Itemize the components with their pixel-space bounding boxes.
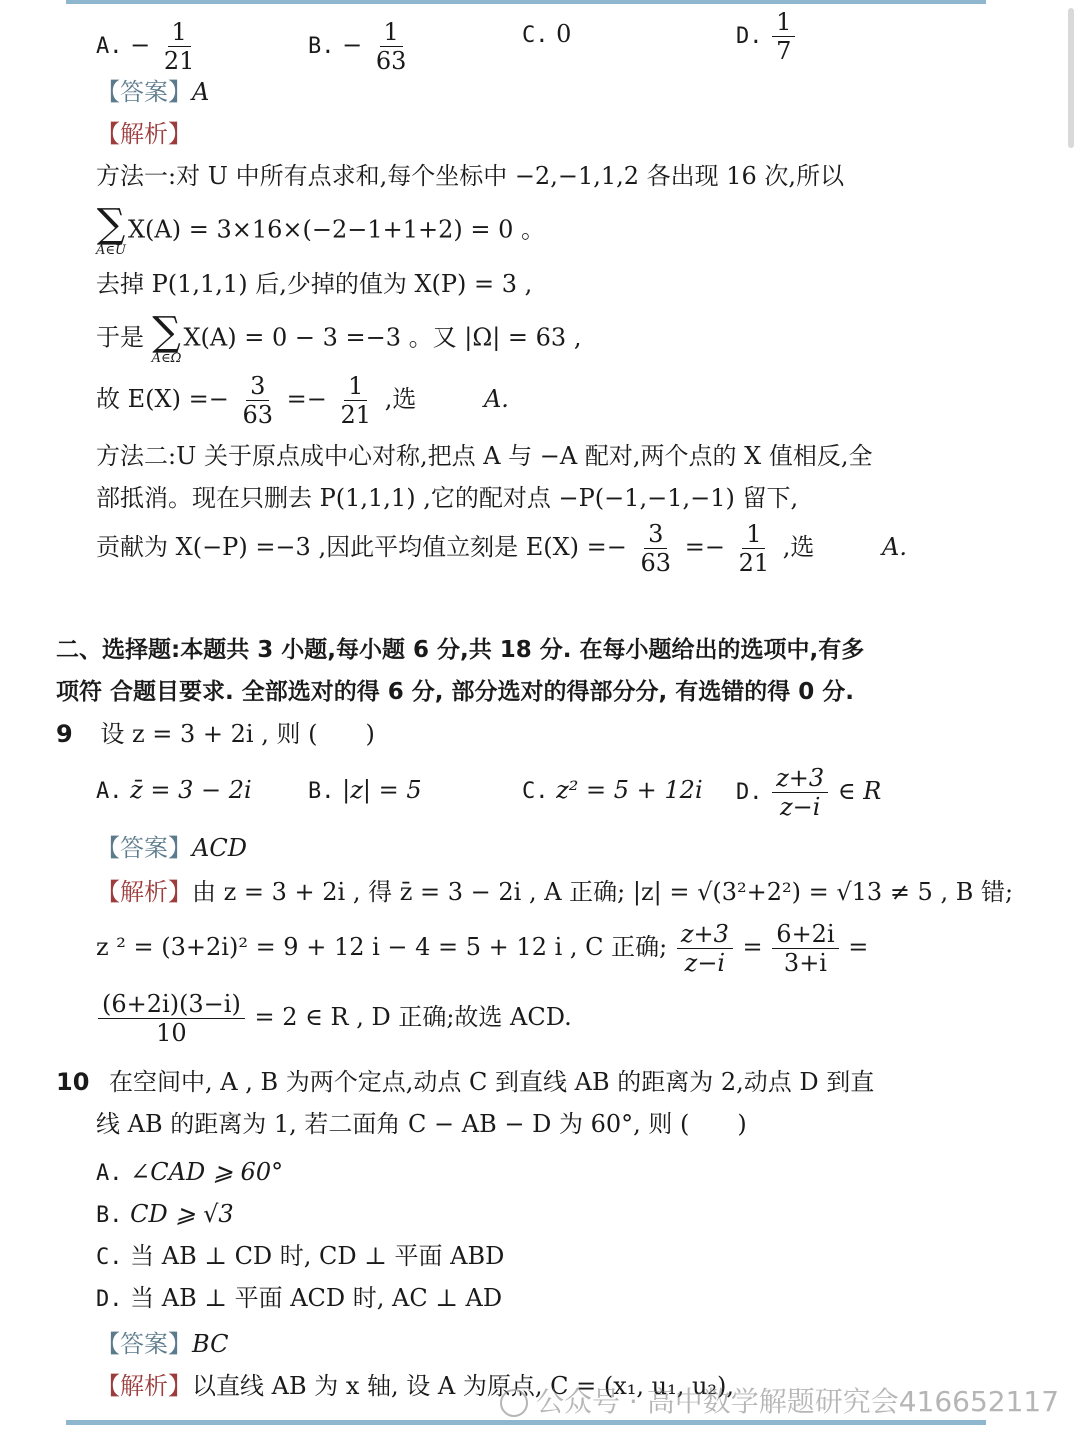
- q8-method1-line3: 去掉 P(1,1,1) 后,少掉的值为 X(P) = 3 ,: [96, 270, 533, 298]
- q9-answer: 【答案】ACD: [96, 834, 247, 862]
- q9-analysis-line1: 【解析】由 z = 3 + 2i , 得 z̄ = 3 − 2i , A 正确; |z| = √(3²+2²) = √13 ≠ 5 , B 错;: [96, 878, 1014, 906]
- q10-stem-line1: 10 在空间中, A , B 为两个定点,动点 C 到直线 AB 的距离为 2,动点 D 到直: [56, 1068, 875, 1096]
- fraction: $\frac{z+3}{z-i}$: [677, 920, 733, 977]
- fraction: $\frac{3}{63}$: [640, 520, 672, 577]
- q10-option-d: D. 当 AB ⊥ 平面 ACD 时, AC ⊥ AD: [96, 1284, 503, 1312]
- q9-option-b: B. |z| = 5: [308, 776, 422, 804]
- q8-option-d: D. $\frac{1}{7}$: [736, 8, 797, 65]
- q8-method1-line2: ∑ A∈U X(A) = 3×16×(−2−1+1+2) = 0 。: [96, 201, 546, 258]
- fraction: $\frac{z+3}{z-i}$: [772, 764, 828, 821]
- q10-option-b: B. CD ⩾ √3: [96, 1200, 234, 1228]
- q9-analysis-line2: z ² = (3+2i)² = 9 + 12 i − 4 = 5 + 12 i , C 正确; $\frac{z+3}{z-i}$ = $\frac{6+2i}{3+i}$ =: [96, 920, 869, 977]
- fraction: $\frac{1}{63}$: [375, 18, 407, 75]
- bottom-border: [66, 1420, 986, 1425]
- top-border: [66, 0, 986, 4]
- q8-method2-line2: 部抵消。现在只删去 P(1,1,1) ,它的配对点 −P(−1,−1,−1) 留下,: [96, 484, 799, 512]
- scrollbar[interactable]: [1068, 8, 1074, 148]
- q10-analysis-line1: 【解析】以直线 AB 为 x 轴, 设 A 为原点, C = (x₁, u₁, u₂),: [96, 1372, 735, 1400]
- q8-analysis-tag: 【解析】: [96, 120, 192, 148]
- fraction: $\frac{1}{7}$: [772, 8, 795, 65]
- q8-option-c: C. 0: [522, 20, 572, 48]
- q9-analysis-line3: $\frac{(6+2i)(3-i)}{10}$ = 2 ∈ R , D 正确;故选 ACD.: [96, 990, 572, 1047]
- q9-option-c: C. z² = 5 + 12i: [522, 776, 703, 804]
- q10-answer: 【答案】BC: [96, 1330, 229, 1358]
- sum-symbol: ∑ A∈U: [96, 201, 126, 258]
- q8-method2-line1: 方法二:U 关于原点成中心对称,把点 A 与 −A 配对,两个点的 X 值相反,全: [96, 442, 873, 470]
- q8-method1-line1: 方法一:对 U 中所有点求和,每个坐标中 −2,−1,1,2 各出现 16 次,所以: [96, 162, 845, 190]
- watermark: 公众号 · 高中数学解题研究会416652117: [500, 1380, 1059, 1420]
- q9-stem: 9 设 z = 3 + 2i , 则 ( ): [56, 720, 375, 748]
- fraction: $\frac{1}{21}$: [163, 18, 195, 75]
- q8-answer: 【答案】A: [96, 78, 210, 106]
- section2-heading-line1: 二、选择题:本题共 3 小题,每小题 6 分,共 18 分. 在每小题给出的选项中,有多: [56, 637, 865, 663]
- fraction: $\frac{(6+2i)(3-i)}{10}$: [98, 990, 245, 1047]
- fraction: $\frac{1}{21}$: [738, 520, 770, 577]
- fraction: $\frac{3}{63}$: [242, 372, 273, 429]
- q8-option-a: A. − $\frac{1}{21}$: [96, 18, 200, 75]
- q10-option-a: A. ∠CAD ⩾ 60°: [96, 1158, 284, 1186]
- section2-heading-line2: 项符 合题目要求. 全部选对的得 6 分, 部分选对的得部分分, 有选错的得 0 分.: [56, 679, 855, 705]
- q9-option-d: D. $\frac{z+3}{z-i}$ ∈ R: [736, 764, 882, 821]
- fraction: $\frac{6+2i}{3+i}$: [772, 920, 838, 977]
- q8-method2-line3: 贡献为 X(−P) =−3 ,因此平均值立刻是 E(X) =− $\frac{3}{63}$ =− $\frac{1}{21}$ ,选 A.: [96, 520, 908, 577]
- q8-option-b: B. − $\frac{1}{63}$: [308, 18, 412, 75]
- q8-method1-line4: 于是 ∑ A∈Ω X(A) = 0 − 3 =−3 。又 |Ω| = 63 ,: [96, 309, 582, 366]
- q8-method1-line5: 故 E(X) =− $\frac{3}{63}$ =− $\frac{1}{21}$ ,选 A.: [96, 372, 509, 429]
- q10-option-c: C. 当 AB ⊥ CD 时, CD ⊥ 平面 ABD: [96, 1242, 505, 1270]
- sum-symbol: ∑ A∈Ω: [151, 309, 182, 366]
- wechat-icon: [500, 1389, 528, 1417]
- q10-stem-line2: 线 AB 的距离为 1, 若二面角 C − AB − D 为 60°, 则 ( ): [96, 1110, 747, 1138]
- fraction: $\frac{1}{21}$: [340, 372, 372, 429]
- q9-option-a: A. z̄ = 3 − 2i: [96, 776, 252, 804]
